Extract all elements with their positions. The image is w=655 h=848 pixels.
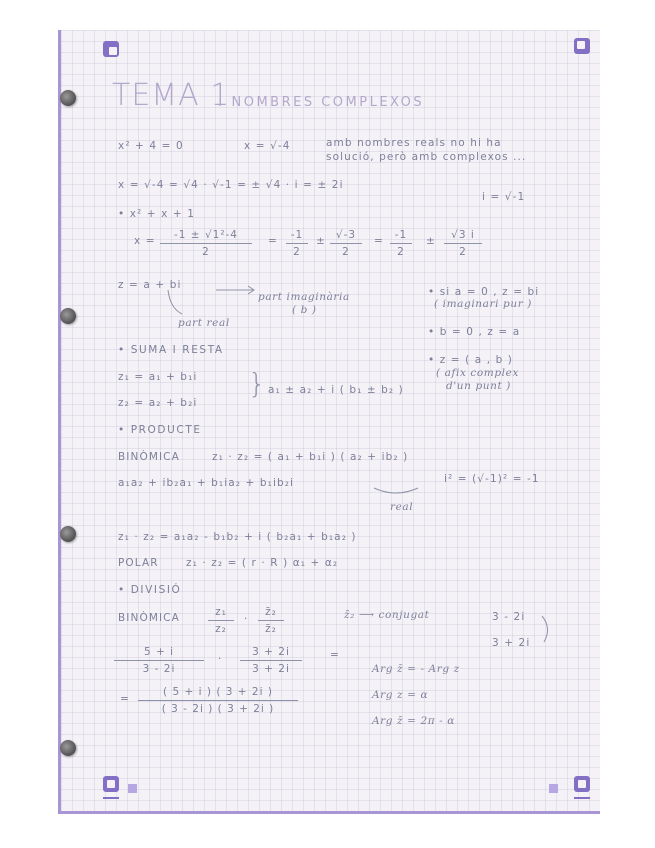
binder-ring (60, 308, 76, 324)
fraction-bar (258, 620, 284, 621)
corner-mark-top-left (103, 41, 119, 57)
fraction-numerator: √-3 (335, 229, 357, 241)
annotation-text: part imaginària (258, 291, 350, 303)
equation-line: z₁ = a₁ + b₁i (118, 371, 198, 383)
fraction-bar (240, 660, 302, 661)
dash-mark-left (103, 797, 119, 799)
equation-line: z₁ · z₂ = ( r · R ) α₁ + α₂ (186, 557, 339, 569)
side-note: • z = ( a , b ) (428, 354, 513, 366)
fraction (330, 229, 362, 258)
fraction (286, 229, 308, 258)
corner-mark-bottom-left (103, 776, 119, 792)
fraction-bar (114, 660, 204, 661)
equation-line: a₁ ± a₂ + i ( b₁ ± b₂ ) (268, 384, 404, 396)
curve-icon (372, 484, 422, 500)
annotation-text: ( b ) (292, 304, 317, 316)
side-note: • b = 0 , z = a (428, 326, 521, 338)
fraction-denominator: z₂ (215, 623, 227, 635)
annotation-text: part real (178, 317, 230, 329)
fraction-numerator: z₁ (215, 606, 227, 618)
equation-line: 3 - 2i (492, 611, 526, 623)
annotation-text: z̄₂ ⟶ conjugat (344, 609, 430, 621)
section-heading: • DIVISIÓ (118, 584, 182, 596)
fraction-denominator: 3 + 2i (252, 663, 290, 675)
corner-mark-top-right (574, 38, 590, 54)
equation-line: Arg z = α (372, 689, 429, 701)
equation-line: x = √-4 (244, 140, 291, 152)
equation-line: i² = (√-1)² = -1 (444, 473, 540, 485)
section-heading: • PRODUCTE (118, 424, 202, 436)
equation-line: • x² + x + 1 (118, 208, 195, 220)
fraction-numerator: -1 (394, 229, 408, 241)
fraction-bar (444, 243, 482, 244)
fraction (390, 229, 412, 258)
binder-ring (60, 526, 76, 542)
fraction-numerator: -1 ± √1²-4 (174, 229, 238, 241)
fraction-bar (286, 243, 308, 244)
equation-line: i = √-1 (482, 191, 526, 203)
equation-text: = (120, 693, 130, 705)
fraction-denominator: 3 - 2i (142, 663, 176, 675)
square-mark-right (549, 784, 558, 793)
curve-icon (540, 614, 554, 644)
equation-line: a₁a₂ + ib₂a₁ + b₁ia₂ + b₁ib₂i (118, 477, 295, 489)
fraction (160, 229, 252, 258)
equation-line: 3 + 2i (492, 637, 531, 649)
annotation-text: real (390, 501, 414, 513)
fraction-bar (330, 243, 362, 244)
equation-line: x = √-4 = √4 · √-1 = ± √4 · i = ± 2i (118, 179, 344, 191)
fraction (444, 229, 482, 258)
fraction (114, 646, 204, 675)
fraction-denominator: z̄₂ (265, 623, 277, 635)
binder-ring (60, 90, 76, 106)
side-note: • si a = 0 , z = bi (428, 286, 540, 298)
fraction-numerator: √3 i (451, 229, 475, 241)
equation-line: z₁ · z₂ = ( a₁ + b₁i ) ( a₂ + ib₂ ) (212, 451, 409, 463)
square-mark-left (128, 784, 137, 793)
fraction-denominator: ( 3 - 2i ) ( 3 + 2i ) (161, 703, 275, 715)
equation-text: · (244, 613, 249, 625)
side-note: ( imaginari pur ) (434, 298, 532, 310)
label-text: BINÒMICA (118, 612, 180, 624)
equation-text: = (374, 235, 384, 247)
fraction-denominator: 2 (459, 246, 467, 258)
fraction (138, 686, 298, 715)
dash-mark-right (574, 797, 590, 799)
equation-text: x = (134, 235, 156, 247)
arrow-icon (214, 283, 258, 297)
note-line: solució, però amb complexos ... (326, 151, 527, 163)
fraction-bar (208, 620, 234, 621)
side-note: d'un punt ) (446, 380, 511, 392)
fraction-denominator: 2 (342, 246, 350, 258)
equation-line: z₂ = a₂ + b₂i (118, 397, 198, 409)
equation-line: z = a + bi (118, 279, 182, 291)
fraction (258, 606, 284, 635)
fraction-bar (138, 700, 298, 701)
fraction-denominator: 2 (202, 246, 210, 258)
equation-line: z₁ · z₂ = a₁a₂ - b₁b₂ + i ( b₂a₁ + b₁a₂ ) (118, 531, 357, 543)
page-subtitle: : NOMBRES COMPLEXOS (218, 95, 425, 110)
fraction-numerator: 3 + 2i (252, 646, 290, 658)
page-title: TEMA 1 (112, 78, 231, 113)
fraction (240, 646, 302, 675)
label-text: BINÒMICA (118, 451, 180, 463)
fraction-numerator: 5 + i (143, 646, 175, 658)
arrow-icon (162, 288, 186, 318)
corner-mark-bottom-right (574, 776, 590, 792)
note-line: amb nombres reals no hi ha (326, 137, 502, 149)
equation-line: Arg z̄ = 2π - α (372, 715, 455, 727)
fraction-numerator: ( 5 + i ) ( 3 + 2i ) (163, 686, 273, 698)
equation-text: · (218, 653, 223, 665)
side-note: ( afix complex (436, 367, 519, 379)
equation-line: Arg z̄ = - Arg z (372, 663, 460, 675)
equation-text: ± (426, 235, 436, 247)
equation-text: = (268, 235, 278, 247)
binder-ring (60, 740, 76, 756)
fraction-bar (160, 243, 252, 244)
fraction (208, 606, 234, 635)
fraction-numerator: z̄₂ (265, 606, 277, 618)
fraction-denominator: 2 (397, 246, 405, 258)
fraction-denominator: 2 (293, 246, 301, 258)
equation-text: = (330, 649, 340, 661)
fraction-bar (390, 243, 412, 244)
label-text: POLAR (118, 557, 159, 569)
fraction-numerator: -1 (290, 229, 304, 241)
equation-line: x² + 4 = 0 (118, 140, 184, 152)
brace-icon: } (248, 367, 266, 400)
section-heading: • SUMA I RESTA (118, 344, 224, 356)
equation-text: ± (316, 235, 326, 247)
